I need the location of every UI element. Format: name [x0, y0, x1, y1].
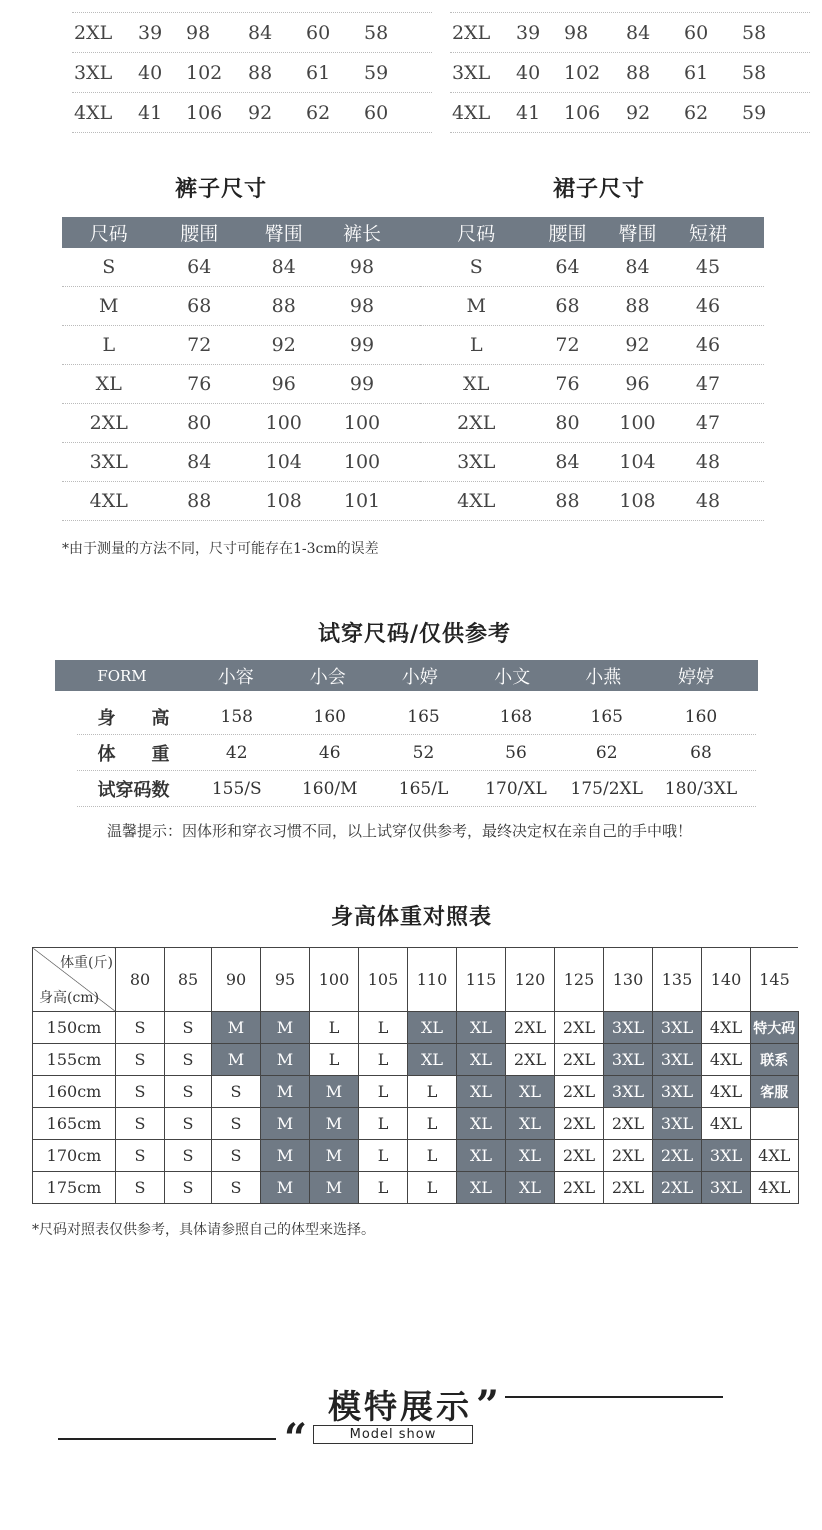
height-row — [33, 1012, 799, 1044]
size-cell: 3XL — [653, 1012, 702, 1044]
height-row — [33, 1172, 799, 1204]
size-cell: 2XL — [604, 1140, 653, 1172]
weight-header-cell: 105 — [359, 948, 408, 1012]
model-show-title: 模特展示 — [328, 1387, 472, 1426]
size-cell: 60 — [364, 101, 389, 124]
table-cell: 98 — [349, 256, 375, 278]
tryon-row — [77, 771, 756, 807]
table-row — [62, 365, 420, 404]
size-cell: 3XL — [74, 61, 113, 84]
table-cell: 45 — [695, 256, 721, 278]
tryon-cell: 160/M — [301, 778, 358, 799]
header-cell: 腰围 — [180, 223, 219, 245]
size-cell: XL — [506, 1076, 555, 1108]
size-cell: M — [212, 1044, 261, 1076]
table-row — [420, 404, 764, 443]
size-cell: 84 — [626, 21, 651, 44]
table-row — [420, 443, 764, 482]
size-cell: 客服 — [751, 1076, 799, 1108]
tryon-cell: 68 — [690, 742, 712, 763]
top-size-table-right — [450, 12, 810, 133]
size-cell: M — [310, 1140, 359, 1172]
skirt-title: 裙子尺寸 — [553, 176, 646, 202]
size-cell: L — [408, 1140, 457, 1172]
size-cell: S — [212, 1076, 261, 1108]
tryon-cell: 身 高 — [97, 707, 170, 729]
header-cell: 臀围 — [264, 223, 303, 245]
size-cell: 98 — [186, 21, 211, 44]
table-cell: 99 — [349, 334, 375, 356]
pants-size-table — [62, 217, 420, 521]
table-cell: L — [102, 334, 116, 356]
size-cell: 2XL — [452, 21, 491, 44]
size-cell: 3XL — [653, 1044, 702, 1076]
size-cell: L — [408, 1108, 457, 1140]
size-cell: L — [359, 1012, 408, 1044]
table-cell: 68 — [555, 295, 580, 317]
tryon-table — [55, 660, 758, 807]
size-cell: S — [212, 1108, 261, 1140]
size-cell: S — [165, 1140, 212, 1172]
weight-header-cell: 135 — [653, 948, 702, 1012]
table-cell: 76 — [187, 373, 212, 395]
size-cell: L — [359, 1044, 408, 1076]
table-cell: 88 — [271, 295, 296, 317]
table-cell: 4XL — [89, 490, 128, 512]
size-cell: S — [212, 1140, 261, 1172]
size-cell: 4XL — [702, 1044, 751, 1076]
size-cell: L — [310, 1012, 359, 1044]
table-cell: 2XL — [89, 412, 128, 434]
size-cell: 2XL — [74, 21, 113, 44]
table-cell: 80 — [187, 412, 212, 434]
size-cell: 59 — [742, 101, 767, 124]
table-cell: 46 — [695, 295, 721, 317]
size-cell: 62 — [684, 101, 709, 124]
table-cell: 47 — [695, 373, 721, 395]
size-row — [450, 13, 810, 53]
table-cell: 88 — [555, 490, 580, 512]
table-header — [62, 217, 420, 248]
size-cell: S — [165, 1044, 212, 1076]
size-cell: 41 — [138, 101, 163, 124]
size-cell: 92 — [626, 101, 651, 124]
table-cell: 88 — [625, 295, 650, 317]
weight-header-cell: 90 — [212, 948, 261, 1012]
divider-right — [505, 1396, 723, 1398]
table-cell: 72 — [187, 334, 212, 356]
weight-header-cell: 145 — [751, 948, 799, 1012]
size-cell: S — [165, 1012, 212, 1044]
size-cell: 2XL — [506, 1012, 555, 1044]
table-row — [420, 287, 764, 326]
size-cell: 102 — [564, 61, 601, 84]
size-cell: L — [408, 1172, 457, 1204]
table-cell: 4XL — [457, 490, 496, 512]
height-row — [33, 1076, 799, 1108]
pants-title: 裤子尺寸 — [175, 176, 268, 202]
size-cell: XL — [457, 1012, 506, 1044]
size-cell: M — [261, 1076, 310, 1108]
tryon-header-cell: 小婷 — [401, 666, 438, 688]
height-cell: 155cm — [33, 1044, 116, 1076]
size-cell: XL — [506, 1172, 555, 1204]
tryon-cell: 170/XL — [485, 778, 547, 799]
table-row — [62, 404, 420, 443]
tryon-tip: 温馨提示：因体形和穿衣习惯不同，以上试穿仅供参考，最终决定权在亲自己的手中哦！ — [107, 822, 693, 840]
height-row — [33, 1044, 799, 1076]
size-cell: 84 — [248, 21, 273, 44]
size-cell: 3XL — [604, 1076, 653, 1108]
size-cell: 3XL — [653, 1108, 702, 1140]
tryon-cell: 试穿码数 — [97, 779, 170, 801]
quote-open-icon: “ — [284, 1415, 308, 1462]
top-size-table-left — [72, 12, 432, 133]
size-cell: 61 — [306, 61, 331, 84]
table-cell: 92 — [271, 334, 296, 356]
corner-height-label: 身高(cm) — [39, 990, 100, 1006]
table-cell: 48 — [695, 490, 721, 512]
tryon-cell: 160 — [313, 706, 346, 727]
table-cell: M — [99, 295, 119, 317]
table-cell: 48 — [695, 451, 721, 473]
table-cell: 84 — [271, 256, 296, 278]
tryon-cell: 62 — [595, 742, 618, 763]
table-cell: M — [466, 295, 486, 317]
weight-header-cell: 80 — [116, 948, 165, 1012]
size-cell: 88 — [626, 61, 651, 84]
size-cell: 106 — [564, 101, 601, 124]
size-cell: XL — [408, 1012, 457, 1044]
size-cell: XL — [506, 1108, 555, 1140]
height-row — [33, 1140, 799, 1172]
tryon-cell: 体 重 — [97, 743, 170, 765]
table-cell: S — [469, 256, 483, 278]
size-cell: S — [165, 1076, 212, 1108]
table-row — [62, 326, 420, 365]
tryon-header — [55, 660, 758, 691]
weight-header-cell: 130 — [604, 948, 653, 1012]
table-cell: 47 — [695, 412, 721, 434]
size-cell: M — [212, 1012, 261, 1044]
size-row — [450, 53, 810, 93]
size-cell: 40 — [516, 61, 541, 84]
corner-cell — [33, 948, 116, 1012]
table-cell: 68 — [187, 295, 212, 317]
table-cell: 64 — [187, 256, 212, 278]
weight-header-cell: 95 — [261, 948, 310, 1012]
size-cell: S — [165, 1172, 212, 1204]
size-cell: 2XL — [555, 1012, 604, 1044]
table-row — [420, 482, 764, 521]
spacer — [55, 691, 758, 699]
size-cell: 3XL — [653, 1076, 702, 1108]
size-cell: 88 — [248, 61, 273, 84]
size-cell: 2XL — [555, 1140, 604, 1172]
size-cell: 2XL — [604, 1172, 653, 1204]
weight-header-cell: 100 — [310, 948, 359, 1012]
table-cell: 92 — [625, 334, 650, 356]
size-cell: M — [261, 1012, 310, 1044]
model-show-subtitle: Model show — [313, 1425, 473, 1444]
size-row — [72, 53, 432, 93]
height-cell: 150cm — [33, 1012, 116, 1044]
size-cell: 102 — [186, 61, 223, 84]
table-cell: 104 — [619, 451, 656, 473]
size-cell: 39 — [516, 21, 541, 44]
table-cell: 100 — [265, 412, 302, 434]
size-cell: XL — [457, 1108, 506, 1140]
size-row — [450, 93, 810, 133]
table-cell: 108 — [265, 490, 302, 512]
tryon-cell: 180/3XL — [664, 778, 738, 799]
tryon-header-cell: 小燕 — [585, 666, 622, 688]
table-row — [62, 287, 420, 326]
tryon-cell: 46 — [318, 742, 341, 763]
table-cell: 84 — [625, 256, 650, 278]
weight-header-cell: 115 — [457, 948, 506, 1012]
size-cell: L — [408, 1076, 457, 1108]
size-cell: M — [261, 1140, 310, 1172]
size-cell: 3XL — [604, 1044, 653, 1076]
table-row — [420, 365, 764, 404]
size-cell: M — [310, 1108, 359, 1140]
table-row — [62, 248, 420, 287]
chart-title: 身高体重对照表 — [331, 904, 493, 930]
tryon-cell: 160 — [684, 706, 718, 727]
tryon-cell: 42 — [225, 742, 248, 763]
size-cell: 2XL — [653, 1172, 702, 1204]
table-cell: 46 — [695, 334, 721, 356]
size-cell: L — [359, 1076, 408, 1108]
table-cell: 96 — [625, 373, 650, 395]
size-cell: XL — [457, 1172, 506, 1204]
table-cell: 84 — [555, 451, 580, 473]
size-cell: 4XL — [74, 101, 113, 124]
size-cell: 61 — [684, 61, 709, 84]
size-cell: 92 — [248, 101, 273, 124]
table-cell: 99 — [349, 373, 375, 395]
size-row — [72, 93, 432, 133]
size-cell: M — [261, 1108, 310, 1140]
size-cell: 60 — [306, 21, 331, 44]
table-cell: 96 — [271, 373, 296, 395]
height-cell: 165cm — [33, 1108, 116, 1140]
size-cell: S — [116, 1076, 165, 1108]
table-cell: 100 — [343, 412, 381, 434]
table-cell: 88 — [187, 490, 212, 512]
corner-weight-label: 体重(斤) — [60, 955, 113, 971]
table-cell: 100 — [619, 412, 656, 434]
size-cell: 3XL — [604, 1012, 653, 1044]
tryon-header-cell: 小会 — [309, 666, 346, 688]
tryon-cell: 155/S — [211, 778, 262, 799]
table-cell: 108 — [619, 490, 656, 512]
size-cell: M — [261, 1172, 310, 1204]
size-cell: S — [116, 1140, 165, 1172]
table-cell: 101 — [343, 490, 381, 512]
table-row — [62, 482, 420, 521]
size-cell: 41 — [516, 101, 541, 124]
tryon-cell: 52 — [412, 742, 435, 763]
size-cell: 2XL — [506, 1044, 555, 1076]
size-cell: S — [116, 1108, 165, 1140]
header-cell: 裤长 — [342, 223, 381, 245]
size-cell: 2XL — [555, 1076, 604, 1108]
table-cell: 100 — [343, 451, 381, 473]
quote-close-icon: ” — [476, 1382, 500, 1429]
table-cell: 80 — [555, 412, 580, 434]
size-cell: XL — [457, 1076, 506, 1108]
weight-header-cell: 120 — [506, 948, 555, 1012]
size-cell: 106 — [186, 101, 223, 124]
tryon-row — [77, 699, 756, 735]
weight-header-cell: 140 — [702, 948, 751, 1012]
size-cell: S — [212, 1172, 261, 1204]
size-cell: L — [310, 1044, 359, 1076]
table-header — [420, 217, 764, 248]
size-cell — [751, 1108, 799, 1140]
size-cell: 58 — [364, 21, 389, 44]
height-cell: 160cm — [33, 1076, 116, 1108]
tryon-cell: 168 — [499, 706, 533, 727]
table-cell: 104 — [265, 451, 302, 473]
size-cell: 2XL — [555, 1108, 604, 1140]
tryon-cell: 165 — [407, 706, 440, 727]
height-row — [33, 1108, 799, 1140]
table-cell: 76 — [555, 373, 580, 395]
size-cell: 40 — [138, 61, 163, 84]
tryon-header-cell: 小容 — [217, 666, 254, 688]
size-cell: 4XL — [702, 1076, 751, 1108]
size-cell: S — [116, 1044, 165, 1076]
size-cell: 58 — [742, 61, 767, 84]
tryon-header-cell: FORM — [97, 666, 147, 685]
table-cell: 98 — [349, 295, 375, 317]
size-cell: 60 — [684, 21, 709, 44]
height-weight-table — [32, 947, 799, 1204]
table-cell: S — [102, 256, 116, 278]
tryon-cell: 158 — [220, 706, 253, 727]
size-cell: 58 — [742, 21, 767, 44]
header-cell: 腰围 — [548, 223, 587, 245]
table-cell: 3XL — [89, 451, 128, 473]
size-cell: 4XL — [702, 1012, 751, 1044]
tryon-row — [77, 735, 756, 771]
chart-note: *尺码对照表仅供参考，具体请参照自己的体型来选择。 — [32, 1222, 375, 1238]
table-cell: XL — [463, 373, 490, 395]
size-cell: XL — [506, 1140, 555, 1172]
size-cell: S — [165, 1108, 212, 1140]
size-cell: 62 — [306, 101, 331, 124]
weight-header-cell: 125 — [555, 948, 604, 1012]
weight-header-cell: 85 — [165, 948, 212, 1012]
size-cell: 联系 — [751, 1044, 799, 1076]
tryon-cell: 56 — [505, 742, 527, 763]
size-cell: L — [359, 1140, 408, 1172]
size-cell: 特大码 — [751, 1012, 799, 1044]
size-cell: 4XL — [751, 1140, 799, 1172]
size-cell: 3XL — [452, 61, 491, 84]
size-cell: 3XL — [702, 1140, 751, 1172]
size-cell: M — [310, 1172, 359, 1204]
weight-header-row — [33, 948, 799, 1012]
tryon-header-cell: 婷婷 — [678, 666, 714, 688]
size-cell: L — [359, 1108, 408, 1140]
size-cell: S — [116, 1172, 165, 1204]
size-cell: 4XL — [702, 1108, 751, 1140]
divider-left — [58, 1438, 276, 1440]
weight-header-cell: 110 — [408, 948, 457, 1012]
size-cell: 2XL — [604, 1108, 653, 1140]
tryon-cell: 175/2XL — [570, 778, 643, 799]
size-cell: XL — [457, 1044, 506, 1076]
size-cell: 39 — [138, 21, 163, 44]
header-cell: 尺码 — [89, 223, 128, 245]
table-cell: 84 — [187, 451, 212, 473]
table-cell: 3XL — [457, 451, 496, 473]
tryon-header-cell: 小文 — [494, 666, 531, 688]
table-cell: 72 — [555, 334, 580, 356]
header-cell: 短裙 — [688, 223, 727, 245]
table-row — [420, 248, 764, 287]
size-cell: XL — [457, 1140, 506, 1172]
size-cell: 3XL — [702, 1172, 751, 1204]
size-cell: M — [310, 1076, 359, 1108]
table-cell: 2XL — [457, 412, 496, 434]
size-cell: 98 — [564, 21, 589, 44]
size-cell: S — [116, 1012, 165, 1044]
height-cell: 170cm — [33, 1140, 116, 1172]
size-cell: 4XL — [452, 101, 491, 124]
size-cell: L — [359, 1172, 408, 1204]
size-cell: 4XL — [751, 1172, 799, 1204]
height-cell: 175cm — [33, 1172, 116, 1204]
table-cell: L — [469, 334, 483, 356]
tryon-cell: 165/L — [398, 778, 449, 799]
table-cell: 64 — [555, 256, 580, 278]
table-cell: XL — [95, 373, 122, 395]
header-cell: 臀围 — [618, 223, 657, 245]
table-row — [62, 443, 420, 482]
size-cell: M — [261, 1044, 310, 1076]
size-cell: 2XL — [653, 1140, 702, 1172]
tryon-cell: 165 — [590, 706, 623, 727]
size-cell: 2XL — [555, 1172, 604, 1204]
measurement-note: *由于测量的方法不同，尺寸可能存在1-3cm的误差 — [62, 541, 379, 557]
tryon-title: 试穿尺码/仅供参考 — [318, 621, 512, 647]
size-cell: XL — [408, 1044, 457, 1076]
table-row — [420, 326, 764, 365]
size-cell: 2XL — [555, 1044, 604, 1076]
skirt-size-table — [420, 217, 764, 521]
header-cell: 尺码 — [457, 223, 496, 245]
size-row — [72, 13, 432, 53]
size-cell: 59 — [364, 61, 389, 84]
